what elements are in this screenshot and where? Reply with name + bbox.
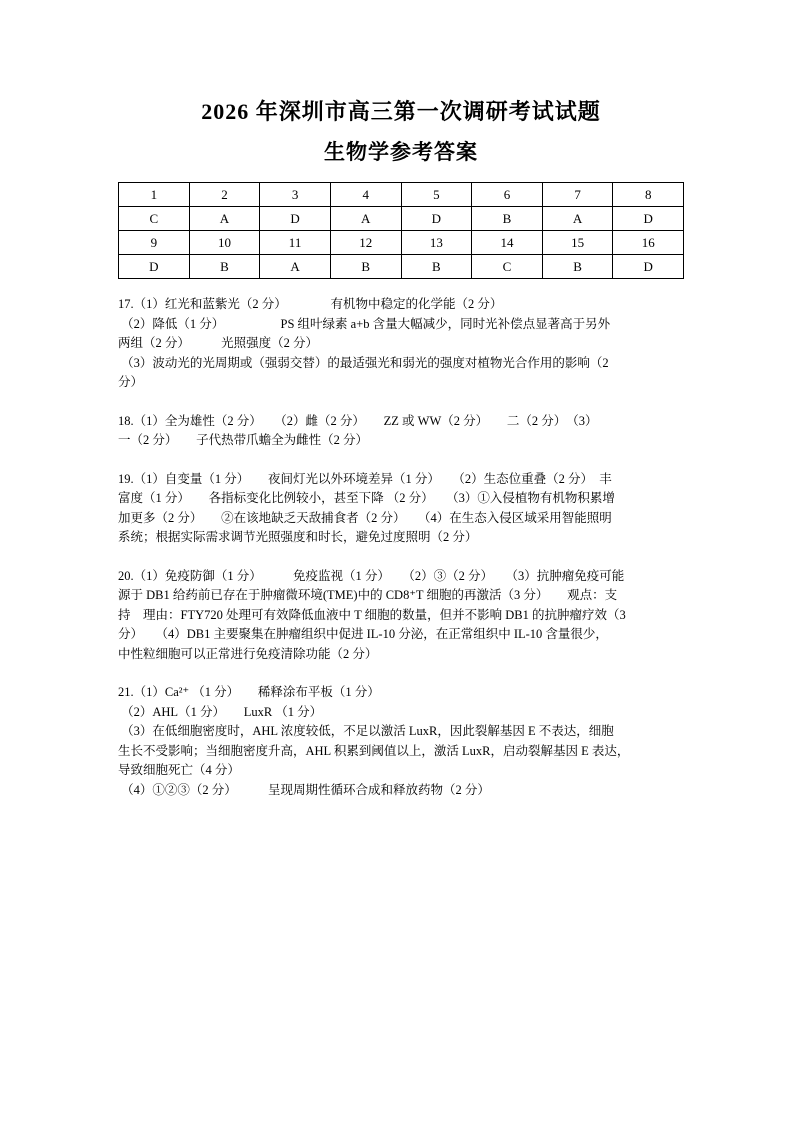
answer-cell: 11 <box>260 231 331 255</box>
answer-cell: 15 <box>542 231 613 255</box>
table-row-answers-1-8 <box>119 207 684 231</box>
answer-cell: A <box>542 207 613 231</box>
answer-line: 一（2 分） 子代热带爪蟾全为雌性（2 分） <box>118 433 369 447</box>
question-19-answer <box>118 470 684 548</box>
answer-cell: B <box>189 255 260 279</box>
answer-cell: 14 <box>472 231 543 255</box>
answer-cell: B <box>542 255 613 279</box>
answer-cell: 6 <box>472 183 543 207</box>
answer-cell: A <box>330 207 401 231</box>
answer-cell: D <box>613 255 684 279</box>
answer-cell: A <box>189 207 260 231</box>
answer-cell: B <box>472 207 543 231</box>
answer-line: （3）波动光的光周期或（强弱交替）的最适强光和弱光的强度对植物光合作用的影响（2 <box>118 355 609 370</box>
answer-cell: 2 <box>189 183 260 207</box>
document-subtitle: 生物学参考答案 <box>324 140 478 164</box>
answer-line: 17.（1）红光和蓝紫光（2 分） 有机物中稳定的化学能（2 分） <box>118 297 503 311</box>
answer-cell: 4 <box>330 183 401 207</box>
answer-line: 21.（1）Ca²⁺ （1 分） 稀释涂布平板（1 分） <box>118 685 380 699</box>
question-20-answer <box>118 567 684 665</box>
answer-line: （2）降低（1 分） PS 组叶绿素 a+b 含量大幅减少，同时光补偿点显著高于另外 <box>118 316 611 331</box>
answer-cell: 12 <box>330 231 401 255</box>
answer-cell: 3 <box>260 183 331 207</box>
answer-cell: 13 <box>401 231 472 255</box>
answer-line: 生长不受影响；当细胞密度升高，AHL 积累到阈值以上，激活 LuxR，启动裂解基因 E 表达， <box>118 743 630 758</box>
table-row-answers-9-16 <box>119 255 684 279</box>
answer-line: 持 理由：FTY720 处理可有效降低血液中 T 细胞的数量，但并不影响 DB1 的抗肿瘤疗效（3 <box>118 607 626 622</box>
answer-line: 导致细胞死亡（4 分） <box>118 763 240 777</box>
answer-line: 20.（1）免疫防御（1 分） 免疫监视（1 分） （2）③（2 分） （3）抗肿瘤免疫可能 <box>118 568 625 583</box>
answer-cell: 8 <box>613 183 684 207</box>
answer-line: 18.（1）全为雄性（2 分） （2）雌（2 分） ZZ 或 WW（2 分） 二（2 分） （3） <box>118 413 598 428</box>
answer-line: 系统；根据实际需求调节光照强度和时长，避免过度照明（2 分） <box>118 530 478 544</box>
answer-cell: C <box>472 255 543 279</box>
answer-cell: 7 <box>542 183 613 207</box>
answer-cell: B <box>401 255 472 279</box>
answer-line: 源于 DB1 给药前已存在于肿瘤微环境(TME)中的 CD8⁺T 细胞的再激活（3 分） 观点：支 <box>118 588 618 602</box>
answer-line: 19.（1）自变量（1 分） 夜间灯光以外环境差异（1 分） （2）生态位重叠（2 分） 丰 <box>118 471 612 486</box>
answer-key-table <box>118 182 684 279</box>
answer-line: （3）在低细胞密度时，AHL 浓度较低，不足以激活 LuxR，因此裂解基因 E 不表达，细胞 <box>118 724 614 738</box>
answer-line: 加更多（2 分） ②在该地缺乏天敌捕食者（2 分） （4）在生态入侵区域采用智能照明 <box>118 510 612 525</box>
answer-cell: 5 <box>401 183 472 207</box>
answer-line: 富度（1 分） 各指标变化比例较小，甚至下降 （2 分） （3）①入侵植物有机物积累增 <box>118 491 615 505</box>
answer-line: 两组（2 分） 光照强度（2 分） <box>118 336 319 350</box>
answer-line: 分） （4）DB1 主要聚集在肿瘤组织中促进 IL-10 分泌，在正常组织中 IL-10 含量很少， <box>118 627 608 641</box>
question-21-answer <box>118 683 684 800</box>
answer-cell: A <box>260 255 331 279</box>
answer-line: 分） <box>118 375 144 389</box>
question-18-answer <box>118 412 684 451</box>
answer-cell: D <box>613 207 684 231</box>
answer-cell: D <box>119 255 190 279</box>
answer-cell: B <box>330 255 401 279</box>
answer-cell: D <box>401 207 472 231</box>
answer-cell: 10 <box>189 231 260 255</box>
answer-cell: 9 <box>119 231 190 255</box>
table-row-question-numbers-9-16 <box>119 231 684 255</box>
answer-line: （2）AHL（1 分） LuxR （1 分） <box>118 704 323 719</box>
document-title: 2026 年深圳市高三第一次调研考试试题 <box>201 99 601 124</box>
table-row-question-numbers-1-8 <box>119 183 684 207</box>
answer-cell: 16 <box>613 231 684 255</box>
answer-cell: D <box>260 207 331 231</box>
answer-cell: C <box>119 207 190 231</box>
answer-line: 中性粒细胞可以正常进行免疫清除功能（2 分） <box>118 646 378 661</box>
answer-line: （4）①②③（2 分） 呈现周期性循环合成和释放药物（2 分） <box>118 782 490 797</box>
question-17-answer <box>118 295 684 393</box>
answer-cell: 1 <box>119 183 190 207</box>
